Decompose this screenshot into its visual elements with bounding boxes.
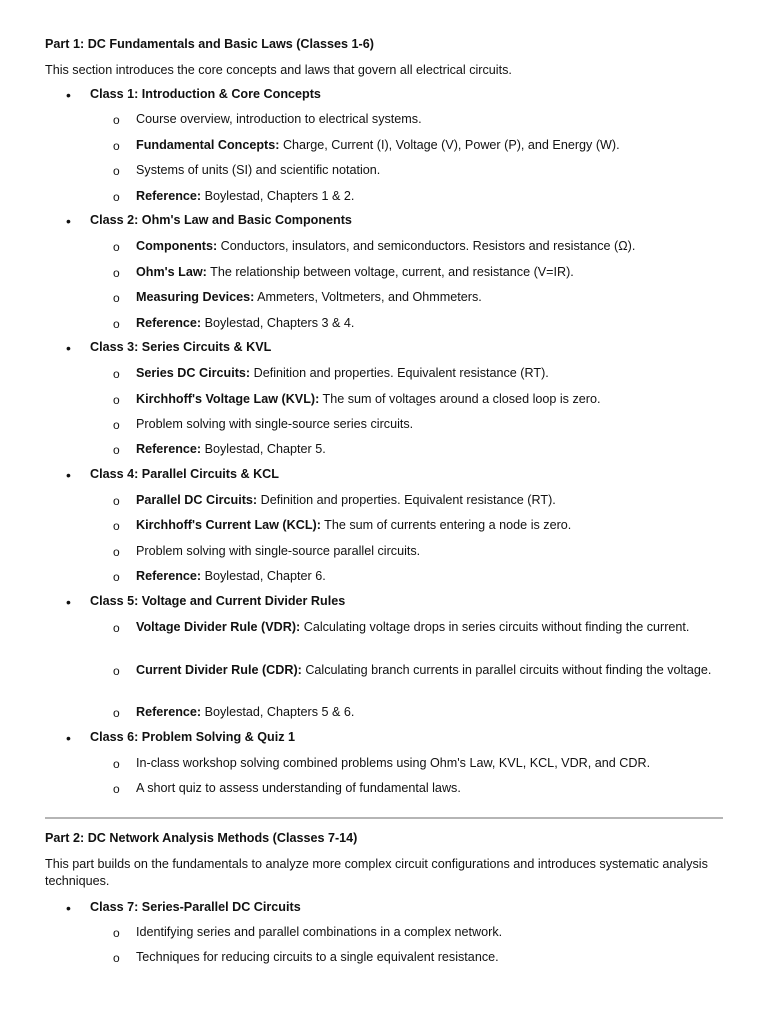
bullet-icon: •	[66, 467, 71, 483]
class1-item3: Systems of units (SI) and scientific notation.	[136, 163, 381, 177]
class6-item2: A short quiz to assess understanding of fundamental laws.	[136, 781, 461, 795]
sub-bullet-icon: o	[113, 418, 120, 432]
part2-intro: This part builds on the fundamentals to analyze more complex circuit configurations and introduces systematic analysis techniques.	[45, 857, 708, 888]
class4-item3: Problem solving with single-source parallel circuits.	[136, 544, 421, 558]
sub-bullet-icon: o	[113, 113, 120, 127]
sub-bullet-icon: o	[113, 926, 120, 940]
sub-bullet-icon: o	[113, 367, 120, 381]
class3-item2: Kirchhoff's Voltage Law (KVL): The sum of voltages around a closed loop is zero.	[136, 392, 601, 406]
bullet-icon: •	[66, 730, 71, 746]
class4-title: Class 4: Parallel Circuits & KCL	[90, 467, 279, 481]
sub-bullet-icon: o	[113, 494, 120, 508]
class5-item1: Voltage Divider Rule (VDR): Calculating voltage drops in series circuits without finding the current.	[136, 620, 690, 634]
class4-item1: Parallel DC Circuits: Definition and properties. Equivalent resistance (RT).	[136, 493, 556, 507]
sub-bullet-icon: o	[113, 164, 120, 178]
bullet-icon: •	[66, 594, 71, 610]
sub-bullet-icon: o	[113, 443, 120, 457]
sub-bullet-icon: o	[113, 190, 120, 204]
part2-title: Part 2: DC Network Analysis Methods (Classes 7-14)	[45, 831, 358, 845]
part1-intro: This section introduces the core concepts and laws that govern all electrical circuits.	[45, 63, 512, 77]
class6-title: Class 6: Problem Solving & Quiz 1	[90, 730, 296, 744]
class4-item2: Kirchhoff's Current Law (KCL): The sum of currents entering a node is zero.	[136, 518, 572, 532]
class2-title: Class 2: Ohm's Law and Basic Components	[90, 213, 352, 227]
sub-bullet-icon: o	[113, 519, 120, 533]
class7-title: Class 7: Series-Parallel DC Circuits	[90, 900, 301, 914]
class2-item1: Components: Conductors, insulators, and semiconductors. Resistors and resistance (Ω).	[136, 239, 636, 253]
class7-item2: Techniques for reducing circuits to a single equivalent resistance.	[136, 950, 499, 964]
sub-bullet-icon: o	[113, 545, 120, 559]
sub-bullet-icon: o	[113, 951, 120, 965]
sub-bullet-icon: o	[113, 621, 120, 635]
sub-bullet-icon: o	[113, 393, 120, 407]
class3-item3: Problem solving with single-source series circuits.	[136, 417, 414, 431]
class2-item4: Reference: Boylestad, Chapters 3 & 4.	[136, 316, 355, 330]
class1-item2: Fundamental Concepts: Charge, Current (I), Voltage (V), Power (P), and Energy (W).	[136, 138, 620, 152]
bullet-icon: •	[66, 900, 71, 916]
sub-bullet-icon: o	[113, 757, 120, 771]
class2-item3: Measuring Devices: Ammeters, Voltmeters, and Ohmmeters.	[136, 290, 482, 304]
sub-bullet-icon: o	[113, 266, 120, 280]
class2-item2: Ohm's Law: The relationship between voltage, current, and resistance (V=IR).	[136, 265, 574, 279]
class3-item4: Reference: Boylestad, Chapter 5.	[136, 442, 326, 456]
class5-title: Class 5: Voltage and Current Divider Rules	[90, 594, 346, 608]
class1-item4: Reference: Boylestad, Chapters 1 & 2.	[136, 189, 355, 203]
class5-item3: Reference: Boylestad, Chapters 5 & 6.	[136, 705, 355, 719]
part1-title: Part 1: DC Fundamentals and Basic Laws (Classes 1-6)	[45, 37, 374, 51]
section-divider	[45, 817, 723, 819]
class7-item1: Identifying series and parallel combinations in a complex network.	[136, 925, 503, 939]
sub-bullet-icon: o	[113, 664, 120, 678]
sub-bullet-icon: o	[113, 291, 120, 305]
class3-item1: Series DC Circuits: Definition and properties. Equivalent resistance (RT).	[136, 366, 549, 380]
sub-bullet-icon: o	[113, 139, 120, 153]
bullet-icon: •	[66, 213, 71, 229]
class6-item1: In-class workshop solving combined problems using Ohm's Law, KVL, KCL, VDR, and CDR.	[136, 756, 651, 770]
sub-bullet-icon: o	[113, 782, 120, 796]
class1-title: Class 1: Introduction & Core Concepts	[90, 87, 321, 101]
sub-bullet-icon: o	[113, 570, 120, 584]
class3-title: Class 3: Series Circuits & KVL	[90, 340, 272, 354]
sub-bullet-icon: o	[113, 317, 120, 331]
bullet-icon: •	[66, 87, 71, 103]
sub-bullet-icon: o	[113, 240, 120, 254]
class5-item2: Current Divider Rule (CDR): Calculating branch currents in parallel circuits without finding the voltage.	[136, 663, 712, 677]
bullet-icon: •	[66, 340, 71, 356]
class4-item4: Reference: Boylestad, Chapter 6.	[136, 569, 326, 583]
class1-item1: Course overview, introduction to electrical systems.	[136, 112, 422, 126]
sub-bullet-icon: o	[113, 706, 120, 720]
